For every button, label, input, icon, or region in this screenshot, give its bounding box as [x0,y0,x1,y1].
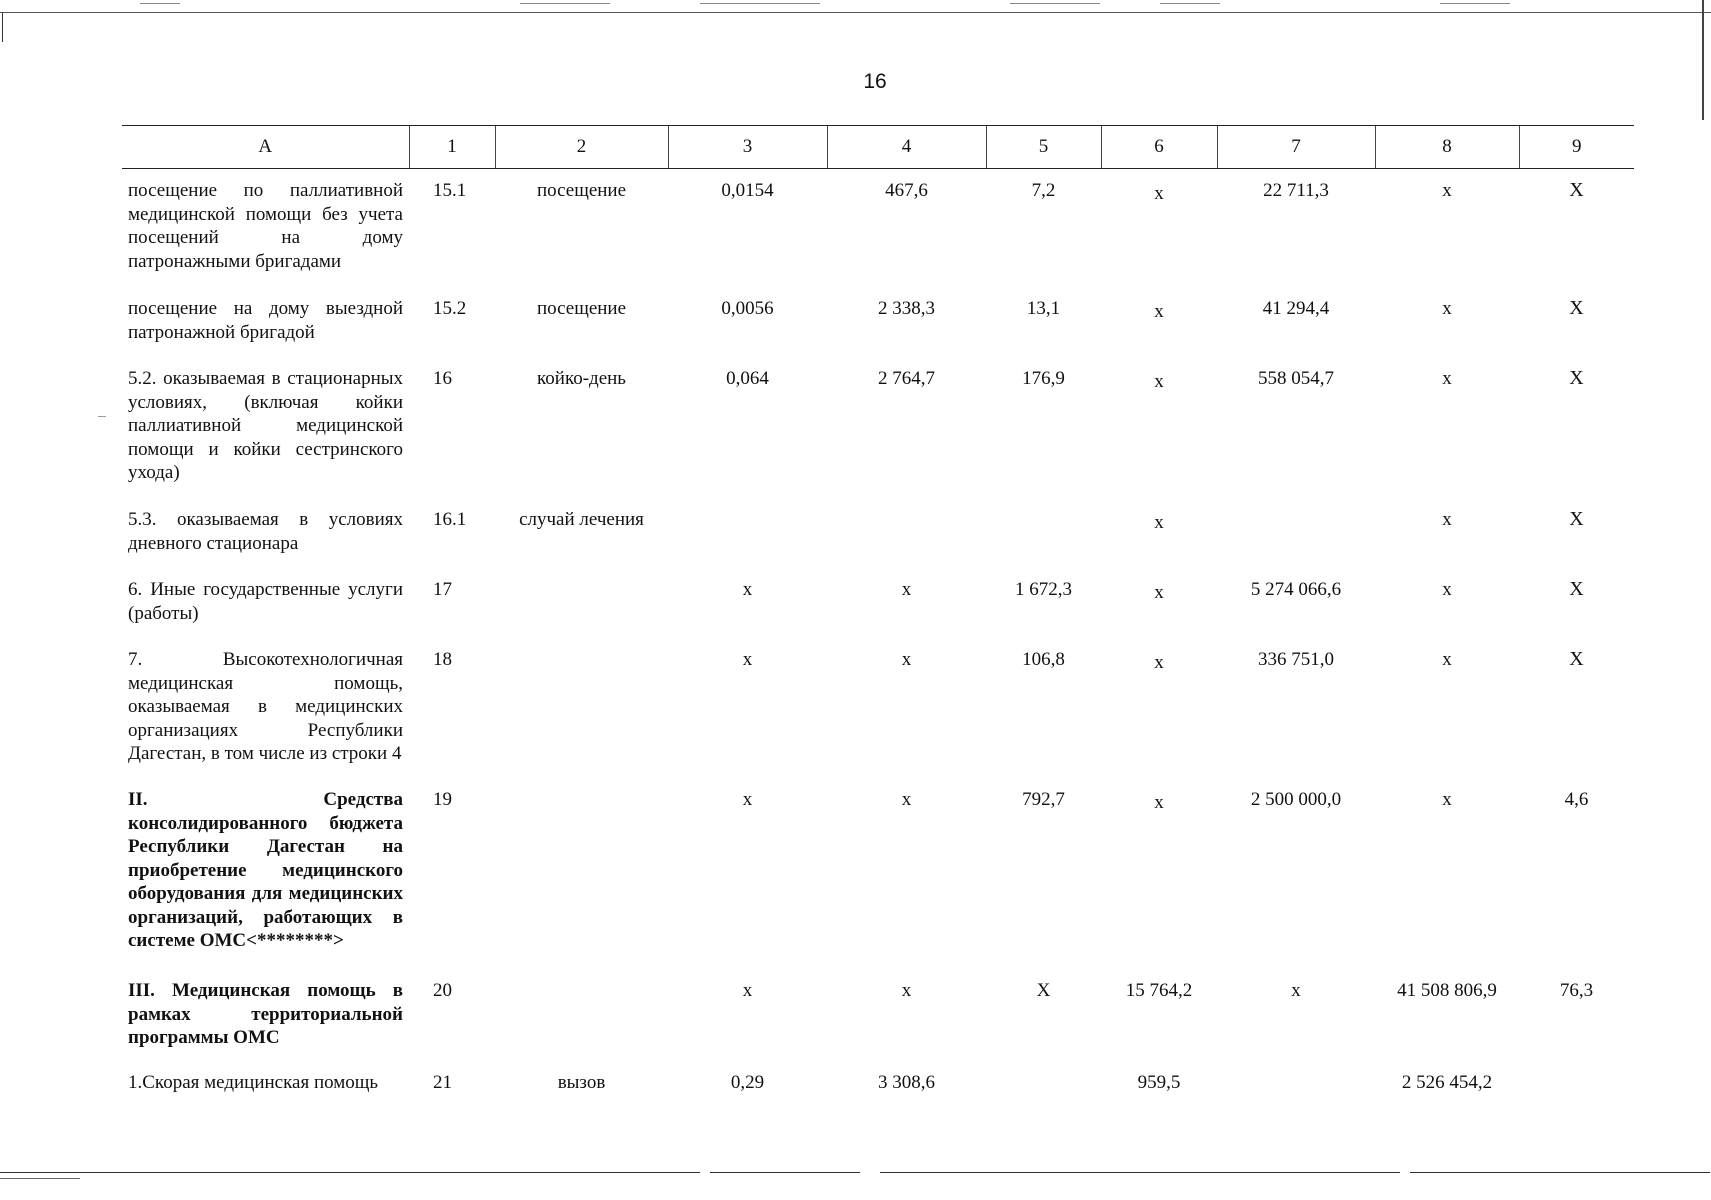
table-cell: 558 054,7 [1258,368,1334,389]
table-cell: 41 508 806,9 [1397,980,1497,1001]
table-cell: 5 274 066,6 [1250,579,1342,600]
table-cell: Х [1569,367,1584,389]
table-row [122,778,1634,969]
row-number: 17 [433,579,452,600]
table-row [122,498,1634,568]
column-header: 8 [1375,126,1519,169]
table-cell: х [901,649,912,670]
data-table [122,125,1634,1111]
table-cell: х [901,980,912,1001]
table-cell: Х [1036,980,1051,1001]
unit-cell [495,969,668,1061]
bottom-border-line [880,1172,1400,1173]
row-description: посещение по паллиативной медицинской помощи без учета посещений на дому патронажными бригадами [128,180,403,272]
table-cell: 1 672,3 [1015,579,1072,600]
table-cell: 0,0056 [721,298,774,319]
unit-cell: посещение [536,180,627,201]
column-header: А [122,126,409,169]
scan-noise [1440,3,1510,4]
row-number: 15.2 [433,298,467,319]
bottom-border-line [0,1172,700,1173]
table-cell: 76,3 [1559,980,1594,1001]
unit-cell [495,778,668,969]
table-cell [827,498,986,568]
page-number: 16 [863,70,887,93]
table-cell: Х [1569,297,1584,319]
column-header: 5 [986,126,1101,169]
table-cell: 0,29 [730,1072,765,1093]
table-cell: х [1154,301,1164,322]
table-cell: Х [1569,578,1584,600]
table-cell: 22 711,3 [1263,180,1329,201]
table-cell: х [1154,582,1164,603]
table-cell: х [1154,792,1164,813]
scan-top-edge [0,0,1711,14]
table-cell: 15 764,2 [1125,980,1193,1001]
table-cell: Х [1569,648,1584,670]
scan-noise [700,3,820,4]
row-description: посещение на дому выездной патронажной бригадой [128,298,403,343]
scan-noise [0,1178,80,1179]
column-header: 4 [827,126,986,169]
table-cell: х [1442,579,1452,600]
table-row [122,287,1634,357]
unit-cell [495,638,668,778]
row-number: 16 [433,368,452,389]
scan-bottom-edge [0,1172,1711,1180]
scan-noise [1160,3,1220,4]
row-description: III. Медицинская помощь в рамках территориальной программы ОМС [128,980,403,1048]
table-row [122,1061,1634,1111]
table-row [122,568,1634,638]
table-cell: 13,1 [1026,298,1061,319]
table-cell: 959,5 [1137,1072,1181,1093]
table-cell: 3 308,6 [878,1072,935,1093]
table-cell: х [742,649,753,670]
column-header: 7 [1217,126,1375,169]
table-cell [668,498,827,568]
row-description: 6. Иные государственные услуги (работы) [128,579,403,624]
table-cell: х [901,789,912,810]
table-cell: х [1154,371,1164,392]
row-description: II. Средства консолидированного бюджета Республики Дагестан на приобретение медицинского оборудования для медицинских организаций, работающих в системе ОМС<********> [128,789,403,951]
table-cell: Х [1569,179,1584,201]
row-description: 5.3. оказываемая в условиях дневного стационара [128,509,403,554]
column-header: 2 [495,126,668,169]
unit-cell: случай лечения [519,509,644,530]
table-row [122,638,1634,778]
table-row [122,169,1634,288]
row-description: 7. Высокотехнологичная медицинская помощь, оказываемая в медицинских организациях Республики Дагестан, в том числе из строки 4 [128,649,403,764]
row-number: 16.1 [433,509,467,530]
scan-noise [140,3,180,4]
table-cell: 467,6 [885,180,928,201]
scan-noise [1010,3,1100,4]
table-cell: х [1154,183,1164,204]
scan-noise [520,3,610,4]
table-cell: 106,8 [1022,649,1065,670]
row-number: 21 [433,1072,452,1093]
row-number: 20 [433,980,452,1001]
table-cell: 4,6 [1564,789,1589,810]
unit-cell: посещение [536,298,627,319]
table-cell: 2 338,3 [878,298,935,319]
table-cell: Х [1569,508,1584,530]
table-cell: х [1154,652,1164,673]
table-cell: х [1442,298,1452,319]
top-border-line [0,12,1711,13]
table-cell: 41 294,4 [1262,298,1330,319]
column-header: 9 [1519,126,1634,169]
table-cell: 0,0154 [721,180,774,201]
table-cell: х [1442,649,1452,670]
unit-cell: койко-день [537,368,626,389]
table-cell: 2 500 000,0 [1250,789,1342,810]
table-cell: х [901,579,912,600]
unit-cell: вызов [557,1072,606,1093]
table-row [122,357,1634,498]
table-cell [1217,498,1375,568]
table-cell: 2 526 454,2 [1401,1072,1493,1093]
table-cell: х [1442,509,1452,530]
row-number: 18 [433,649,452,670]
table-cell: х [742,980,753,1001]
right-border-line [1702,0,1704,120]
column-header: 1 [409,126,495,169]
row-description: 1.Скорая медицинская помощь [128,1072,379,1093]
table-cell: 2 764,7 [878,368,935,389]
table-cell: х [742,579,753,600]
left-corner-mark [2,12,3,42]
column-header: 6 [1101,126,1217,169]
table-cell: 0,064 [726,368,769,389]
column-header: 3 [668,126,827,169]
row-number: 15.1 [433,180,467,201]
table-cell: 792,7 [1022,789,1065,810]
table-cell: х [1442,368,1452,389]
table-cell: 7,2 [1031,180,1056,201]
table-cell [986,1061,1101,1111]
row-number: 19 [433,789,452,810]
table-cell: х [1154,512,1164,533]
scan-noise [98,416,106,417]
table-cell [1519,1061,1634,1111]
table-cell: х [742,789,753,810]
unit-cell [495,568,668,638]
table-cell [1217,1061,1375,1111]
table-cell: 176,9 [1022,368,1065,389]
table-row [122,969,1634,1061]
table-cell: 336 751,0 [1258,649,1334,670]
table-cell: х [1442,180,1452,201]
table-cell: х [1442,789,1452,810]
row-description: 5.2. оказываемая в стационарных условиях, (включая койки паллиативной медицинской помощи и койки сестринского ухода) [128,368,403,483]
bottom-border-line [710,1172,860,1173]
table-cell: х [1291,980,1301,1001]
table-header-row [122,126,1634,169]
bottom-border-line [1410,1172,1710,1173]
table-cell [986,498,1101,568]
